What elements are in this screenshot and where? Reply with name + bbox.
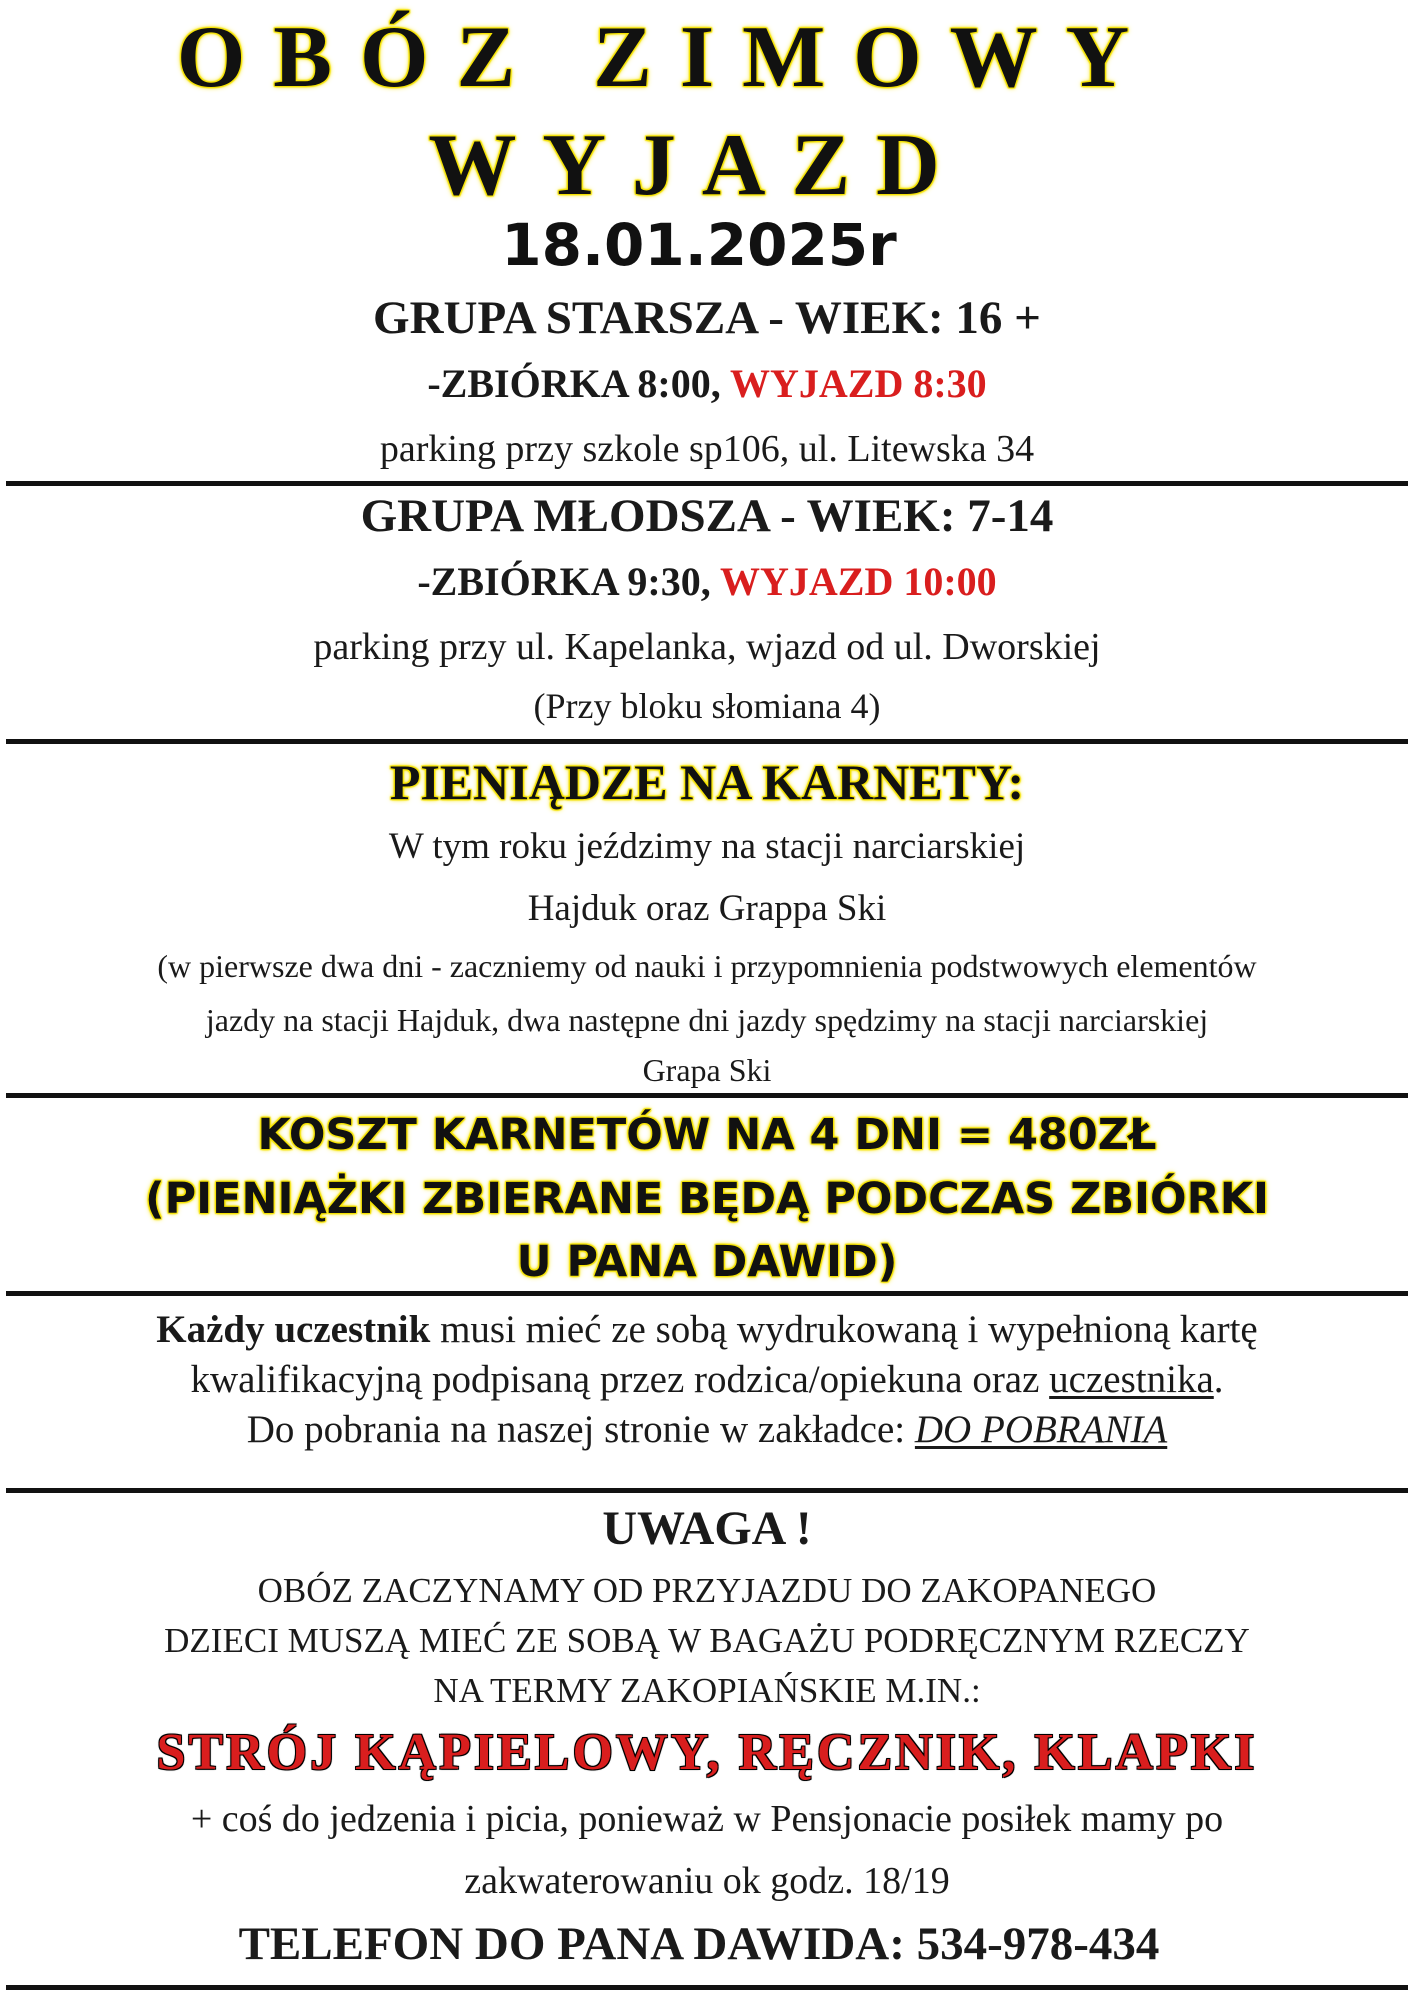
- older-group-schedule: [0, 358, 1414, 410]
- younger-group-schedule: [0, 556, 1414, 608]
- form-line-2-start: kwalifikacyjną podpisaną przez rodzica/opiekuna oraz: [190, 1358, 1050, 1401]
- passes-note-2: jazdy na stacji Hajduk, dwa następne dni jazdy spędzimy na stacji narciarskiej: [205, 1002, 1209, 1038]
- form-line-2-end: .: [1213, 1358, 1224, 1401]
- younger-group-place-note: (Przy bloku słomiana 4): [533, 686, 881, 726]
- notice-food-1: + coś do jedzenia i picia, ponieważ w Pensjonacie posiłek mamy po: [190, 1798, 1224, 1840]
- cost-line-1: KOSZT KARNETÓW NA 4 DNI = 480ZŁ: [257, 1110, 1157, 1160]
- form-line-1-rest: musi mieć ze sobą wydrukowaną i wypełnioną kartę: [430, 1308, 1258, 1351]
- older-group-heading: GRUPA STARSZA - WIEK: 16 +: [373, 292, 1041, 344]
- divider: [6, 1488, 1408, 1493]
- passes-heading: PIENIĄDZE NA KARNETY:: [389, 754, 1025, 810]
- form-line-3-start: Do pobrania na naszej stronie w zakładce:: [246, 1408, 915, 1451]
- divider: [6, 1291, 1408, 1296]
- event-date: 18.01.2025r: [501, 211, 897, 279]
- younger-group-place: parking przy ul. Kapelanka, wjazd od ul. Dworskiej: [313, 626, 1101, 668]
- passes-line-1: W tym roku jeździmy na stacji narciarskiej: [388, 826, 1026, 867]
- divider: [6, 739, 1408, 744]
- notice-line-2: DZIECI MUSZĄ MIEĆ ZE SOBĄ W BAGAŻU PODRĘCZNYM RZECZY: [164, 1621, 1250, 1660]
- participant-link: uczestnika: [1049, 1358, 1214, 1401]
- passes-line-2: Hajduk oraz Grappa Ski: [527, 888, 887, 929]
- older-departure-time: WYJAZD 8:30: [729, 361, 987, 406]
- form-bold-lead: Każdy uczestnik: [156, 1308, 431, 1351]
- divider: [6, 1093, 1408, 1098]
- notice-food-2: zakwaterowaniu ok godz. 18/19: [464, 1860, 950, 1902]
- notice-heading: UWAGA !: [602, 1502, 812, 1555]
- title-line-2: WYJAZD: [428, 117, 966, 214]
- divider: [6, 1985, 1408, 1990]
- passes-note-1: (w pierwsze dwa dni - zaczniemy od nauki i przypomnienia podstwowych elementów: [157, 948, 1257, 984]
- younger-departure-time: WYJAZD 10:00: [719, 559, 997, 604]
- form-line-3: [0, 1404, 1414, 1456]
- form-line-2: [0, 1354, 1414, 1406]
- older-meeting-time: -ZBIÓRKA 8:00,: [427, 361, 721, 406]
- younger-group-heading: GRUPA MŁODSZA - WIEK: 7-14: [360, 490, 1054, 542]
- title-line-1: OBÓZ ZIMOWY: [176, 9, 1158, 106]
- cost-line-2: (PIENIĄŻKI ZBIERANE BĘDĄ PODCZAS ZBIÓRKI: [144, 1174, 1270, 1224]
- contact-phone: TELEFON DO PANA DAWIDA: 534-978-434: [238, 1918, 1160, 1970]
- download-link[interactable]: DO POBRANIA: [914, 1408, 1168, 1451]
- younger-meeting-time: -ZBIÓRKA 9:30,: [417, 559, 711, 604]
- notice-items: STRÓJ KĄPIELOWY, RĘCZNIK, KLAPKI: [156, 1724, 1258, 1781]
- notice-line-1: OBÓZ ZACZYNAMY OD PRZYJAZDU DO ZAKOPANEGO: [257, 1571, 1157, 1610]
- notice-line-3: NA TERMY ZAKOPIAŃSKIE M.IN.:: [433, 1671, 981, 1710]
- cost-line-3: U PANA DAWID): [516, 1237, 898, 1287]
- older-group-place: parking przy szkole sp106, ul. Litewska 34: [379, 428, 1035, 470]
- passes-note-3: Grapa Ski: [642, 1052, 772, 1088]
- form-line-1: [0, 1304, 1414, 1356]
